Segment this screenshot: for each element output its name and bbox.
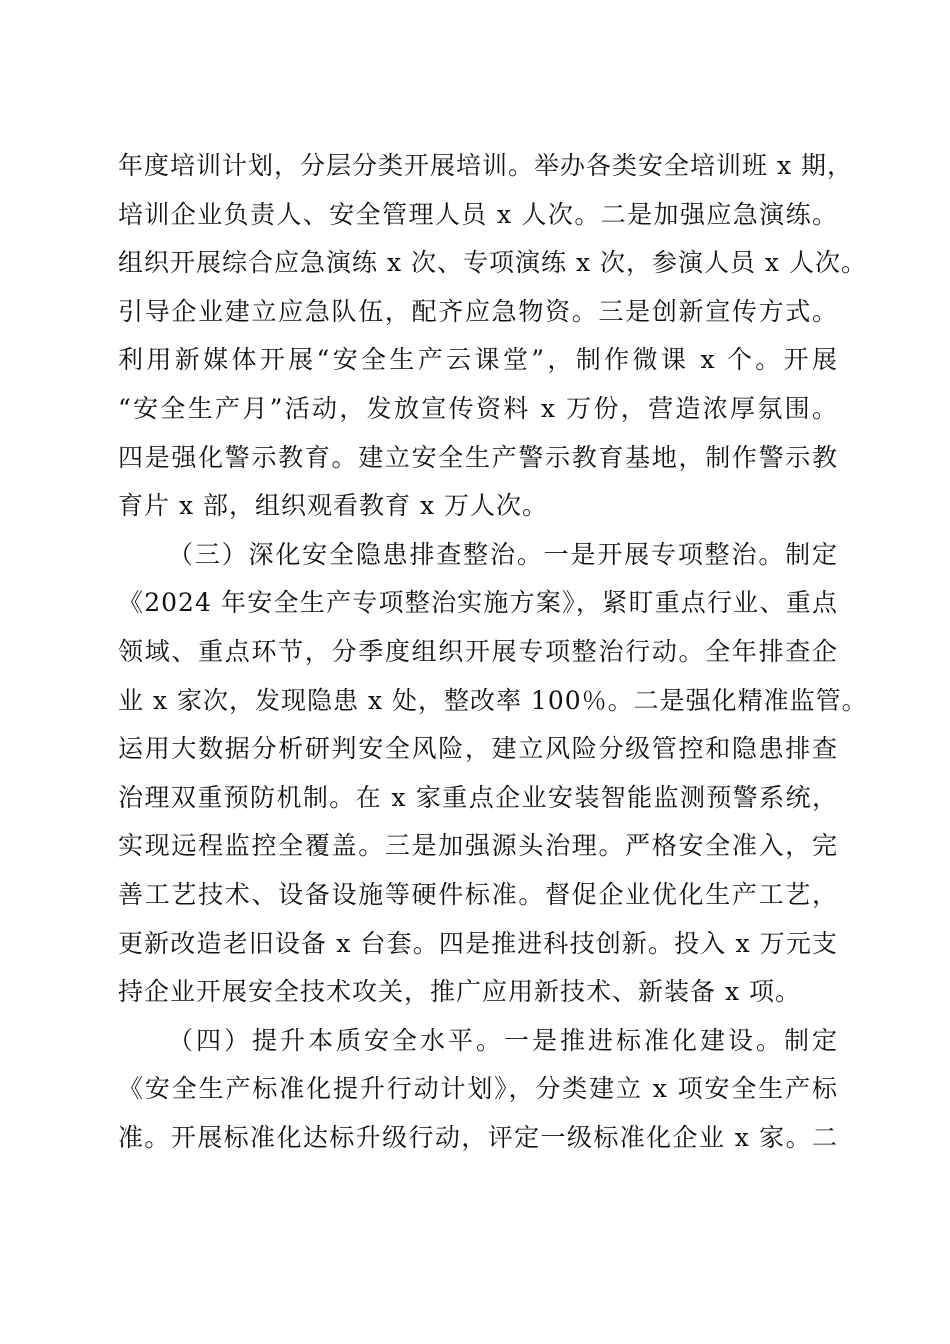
text-line: 四是强化警示教育。建立安全生产警示教育基地，制作警示教 [118, 442, 838, 472]
text-line: 持企业开展安全技术攻关，推广应用新技术、新装备 x 项。 [118, 977, 801, 1007]
text-line: 善工艺技术、设备设施等硬件标准。督促企业优化生产工艺， [118, 879, 838, 909]
text-line: 更新改造老旧设备 x 台套。四是推进科技创新。投入 x 万元支 [118, 928, 838, 958]
text-line: 领域、重点环节，分季度组织开展专项整治行动。全年排查企 [118, 636, 838, 666]
text-line: 引导企业建立应急队伍，配齐应急物资。三是创新宣传方式。 [118, 296, 838, 326]
text-line: 运用大数据分析研判安全风险，建立风险分级管控和隐患排查 [118, 734, 838, 764]
text-line: 组织开展综合应急演练 x 次、专项演练 x 次，参演人员 x 人次。 [118, 248, 867, 278]
text-line: 育片 x 部，组织观看教育 x 万人次。 [118, 491, 548, 521]
text-line: 利用新媒体开展“安全生产云课堂”，制作微课 x 个。开展 [118, 345, 838, 375]
text-line: 《2024 年安全生产专项整治实施方案》，紧盯重点行业、重点 [118, 588, 838, 618]
text-line: “安全生产月”活动，发放宣传资料 x 万份，营造浓厚氛围。 [118, 393, 838, 423]
section-heading-line: （三）深化安全隐患排查整治。一是开展专项整治。制定 [168, 539, 838, 569]
text-line: 治理双重预防机制。在 x 家重点企业安装智能监测预警系统， [118, 782, 838, 812]
text-line: 实现远程监控全覆盖。三是加强源头治理。严格安全准入，完 [118, 831, 838, 861]
text-line: 业 x 家次，发现隐患 x 处，整改率 100％。二是强化精准监管。 [118, 685, 868, 715]
body-text [118, 142, 868, 1162]
section-heading-line: （四）提升本质安全水平。一是推进标准化建设。制定 [168, 1025, 838, 1055]
text-line: 准。开展标准化达标升级行动，评定一级标准化企业 x 家。二 [118, 1122, 838, 1152]
text-line: 《安全生产标准化提升行动计划》，分类建立 x 项安全生产标 [118, 1074, 838, 1104]
text-line: 培训企业负责人、安全管理人员 x 人次。二是加强应急演练。 [118, 199, 838, 229]
text-line: 年度培训计划，分层分类开展培训。举办各类安全培训班 x 期， [118, 151, 853, 180]
